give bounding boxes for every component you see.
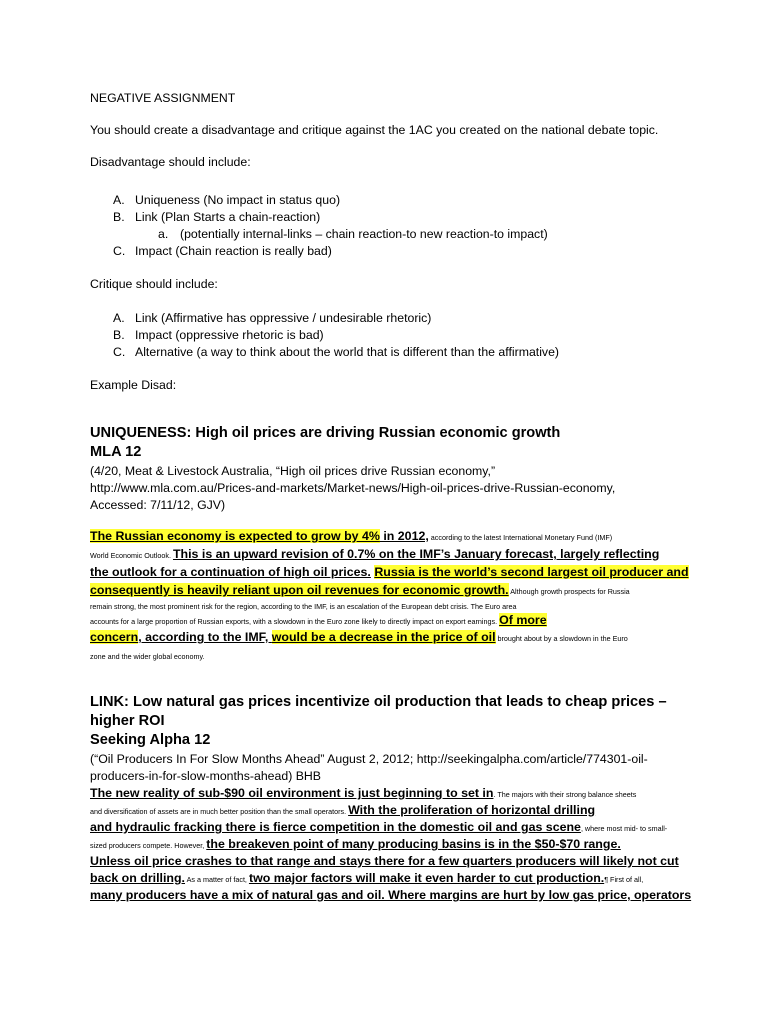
- link-cite-line-1: (“Oil Producers In For Slow Months Ahead” August 2, 2012; http://seekingalpha.com/article/774301-oil-: [90, 752, 648, 766]
- link-cite-name: Seeking Alpha 12: [90, 732, 211, 748]
- uniqueness-cite-line-1: (4/20, Meat & Livestock Australia, “High oil prices drive Russian economy,”: [90, 464, 496, 478]
- disad-subitem-a: a. (potentially internal-links – chain reaction-to new reaction-to impact): [158, 227, 548, 241]
- critique-heading: Critique should include:: [90, 277, 218, 291]
- link-card-line-2: and diversification of assets are in much better position than the small operators. With the proliferation of horizontal drilling: [90, 803, 596, 817]
- link-card-line-3: and hydraulic fracking there is fierce competition in the domestic oil and gas scene, where most mid- to small-: [90, 820, 668, 834]
- assignment-intro: You should create a disadvantage and critique against the 1AC you created on the national debate topic.: [90, 123, 659, 137]
- link-tag-line-1: LINK: Low natural gas prices incentivize oil production that leads to cheap prices –: [90, 694, 667, 710]
- uniqueness-card-line-3: the outlook for a continuation of high oil prices. Russia is the world’s second largest oil producer and: [90, 565, 689, 579]
- example-heading: Example Disad:: [90, 378, 177, 392]
- uniqueness-cite-line-3: Accessed: 7/11/12, GJV): [90, 498, 226, 512]
- highlighted-text: The Russian economy is expected to grow by 4%: [90, 529, 380, 543]
- link-card-line-5: Unless oil price crashes to that range and stays there for a few quarters producers will likely not cut: [90, 854, 679, 868]
- critique-item-c: C. Alternative (a way to think about the world that is different than the affirmative): [113, 345, 560, 359]
- uniqueness-card-line-4: consequently is heavily reliant upon oil revenues for economic growth. Although growth prospects for Russia: [90, 583, 630, 597]
- uniqueness-card-line-5: remain strong, the most prominent risk for the region, according to the IMF, is an escalation of the European debt crisis. The Euro area: [90, 602, 517, 611]
- disad-item-a: A. Uniqueness (No impact in status quo): [113, 193, 341, 207]
- link-card-line-7: many producers have a mix of natural gas and oil. Where margins are hurt by low gas price, operators: [90, 888, 692, 902]
- link-cite-line-2: producers-in-for-slow-months-ahead) BHB: [90, 769, 321, 783]
- highlighted-text: Of more: [499, 613, 547, 627]
- disad-heading: Disadvantage should include:: [90, 155, 251, 169]
- uniqueness-card-line-6: accounts for a large proportion of Russian exports, with a slowdown in the Euro zone likely to directly impact on export earnings. Of more: [90, 613, 547, 627]
- disad-item-c: C. Impact (Chain reaction is really bad): [113, 244, 332, 258]
- uniqueness-cite-name: MLA 12: [90, 444, 142, 460]
- highlighted-text: would be a decrease in the price of oil: [271, 630, 496, 644]
- critique-item-b: B. Impact (oppressive rhetoric is bad): [113, 328, 324, 342]
- link-card-line-4: sized producers compete. However, the breakeven point of many producing basins is in the $50-$70 range.: [90, 837, 621, 851]
- uniqueness-card-line-1: The Russian economy is expected to grow by 4% in 2012, according to the latest International Monetary Fund (IMF): [90, 529, 613, 543]
- uniqueness-cite-line-2: http://www.mla.com.au/Prices-and-markets/Market-news/High-oil-prices-drive-Russian-economy,: [90, 481, 616, 495]
- highlighted-text: Russia is the world’s second largest oil producer and: [374, 565, 689, 579]
- assignment-title: NEGATIVE ASSIGNMENT: [90, 91, 236, 105]
- highlighted-text: consequently is heavily reliant upon oil revenues for economic growth.: [90, 583, 509, 597]
- uniqueness-card-line-2: World Economic Outlook. This is an upward revision of 0.7% on the IMF’s January forecast, largely reflecting: [90, 547, 660, 561]
- link-tag-line-2: higher ROI: [90, 713, 165, 729]
- uniqueness-tag: UNIQUENESS: High oil prices are driving Russian economic growth: [90, 425, 561, 441]
- uniqueness-card-line-7: concern, according to the IMF, would be a decrease in the price of oil brought about by a slowdown in the Euro: [90, 630, 628, 644]
- critique-item-a: A. Link (Affirmative has oppressive / undesirable rhetoric): [113, 311, 432, 325]
- link-card-line-6: back on drilling. As a matter of fact, two major factors will make it even harder to cut production.¶ First of all,: [90, 871, 644, 885]
- uniqueness-card-line-8: zone and the wider global economy.: [90, 652, 205, 661]
- link-card-line-1: The new reality of sub-$90 oil environment is just beginning to set in. The majors with their strong balance sheets: [90, 786, 637, 800]
- disad-item-b: B. Link (Plan Starts a chain-reaction): [113, 210, 321, 224]
- highlighted-text: concern: [90, 630, 139, 644]
